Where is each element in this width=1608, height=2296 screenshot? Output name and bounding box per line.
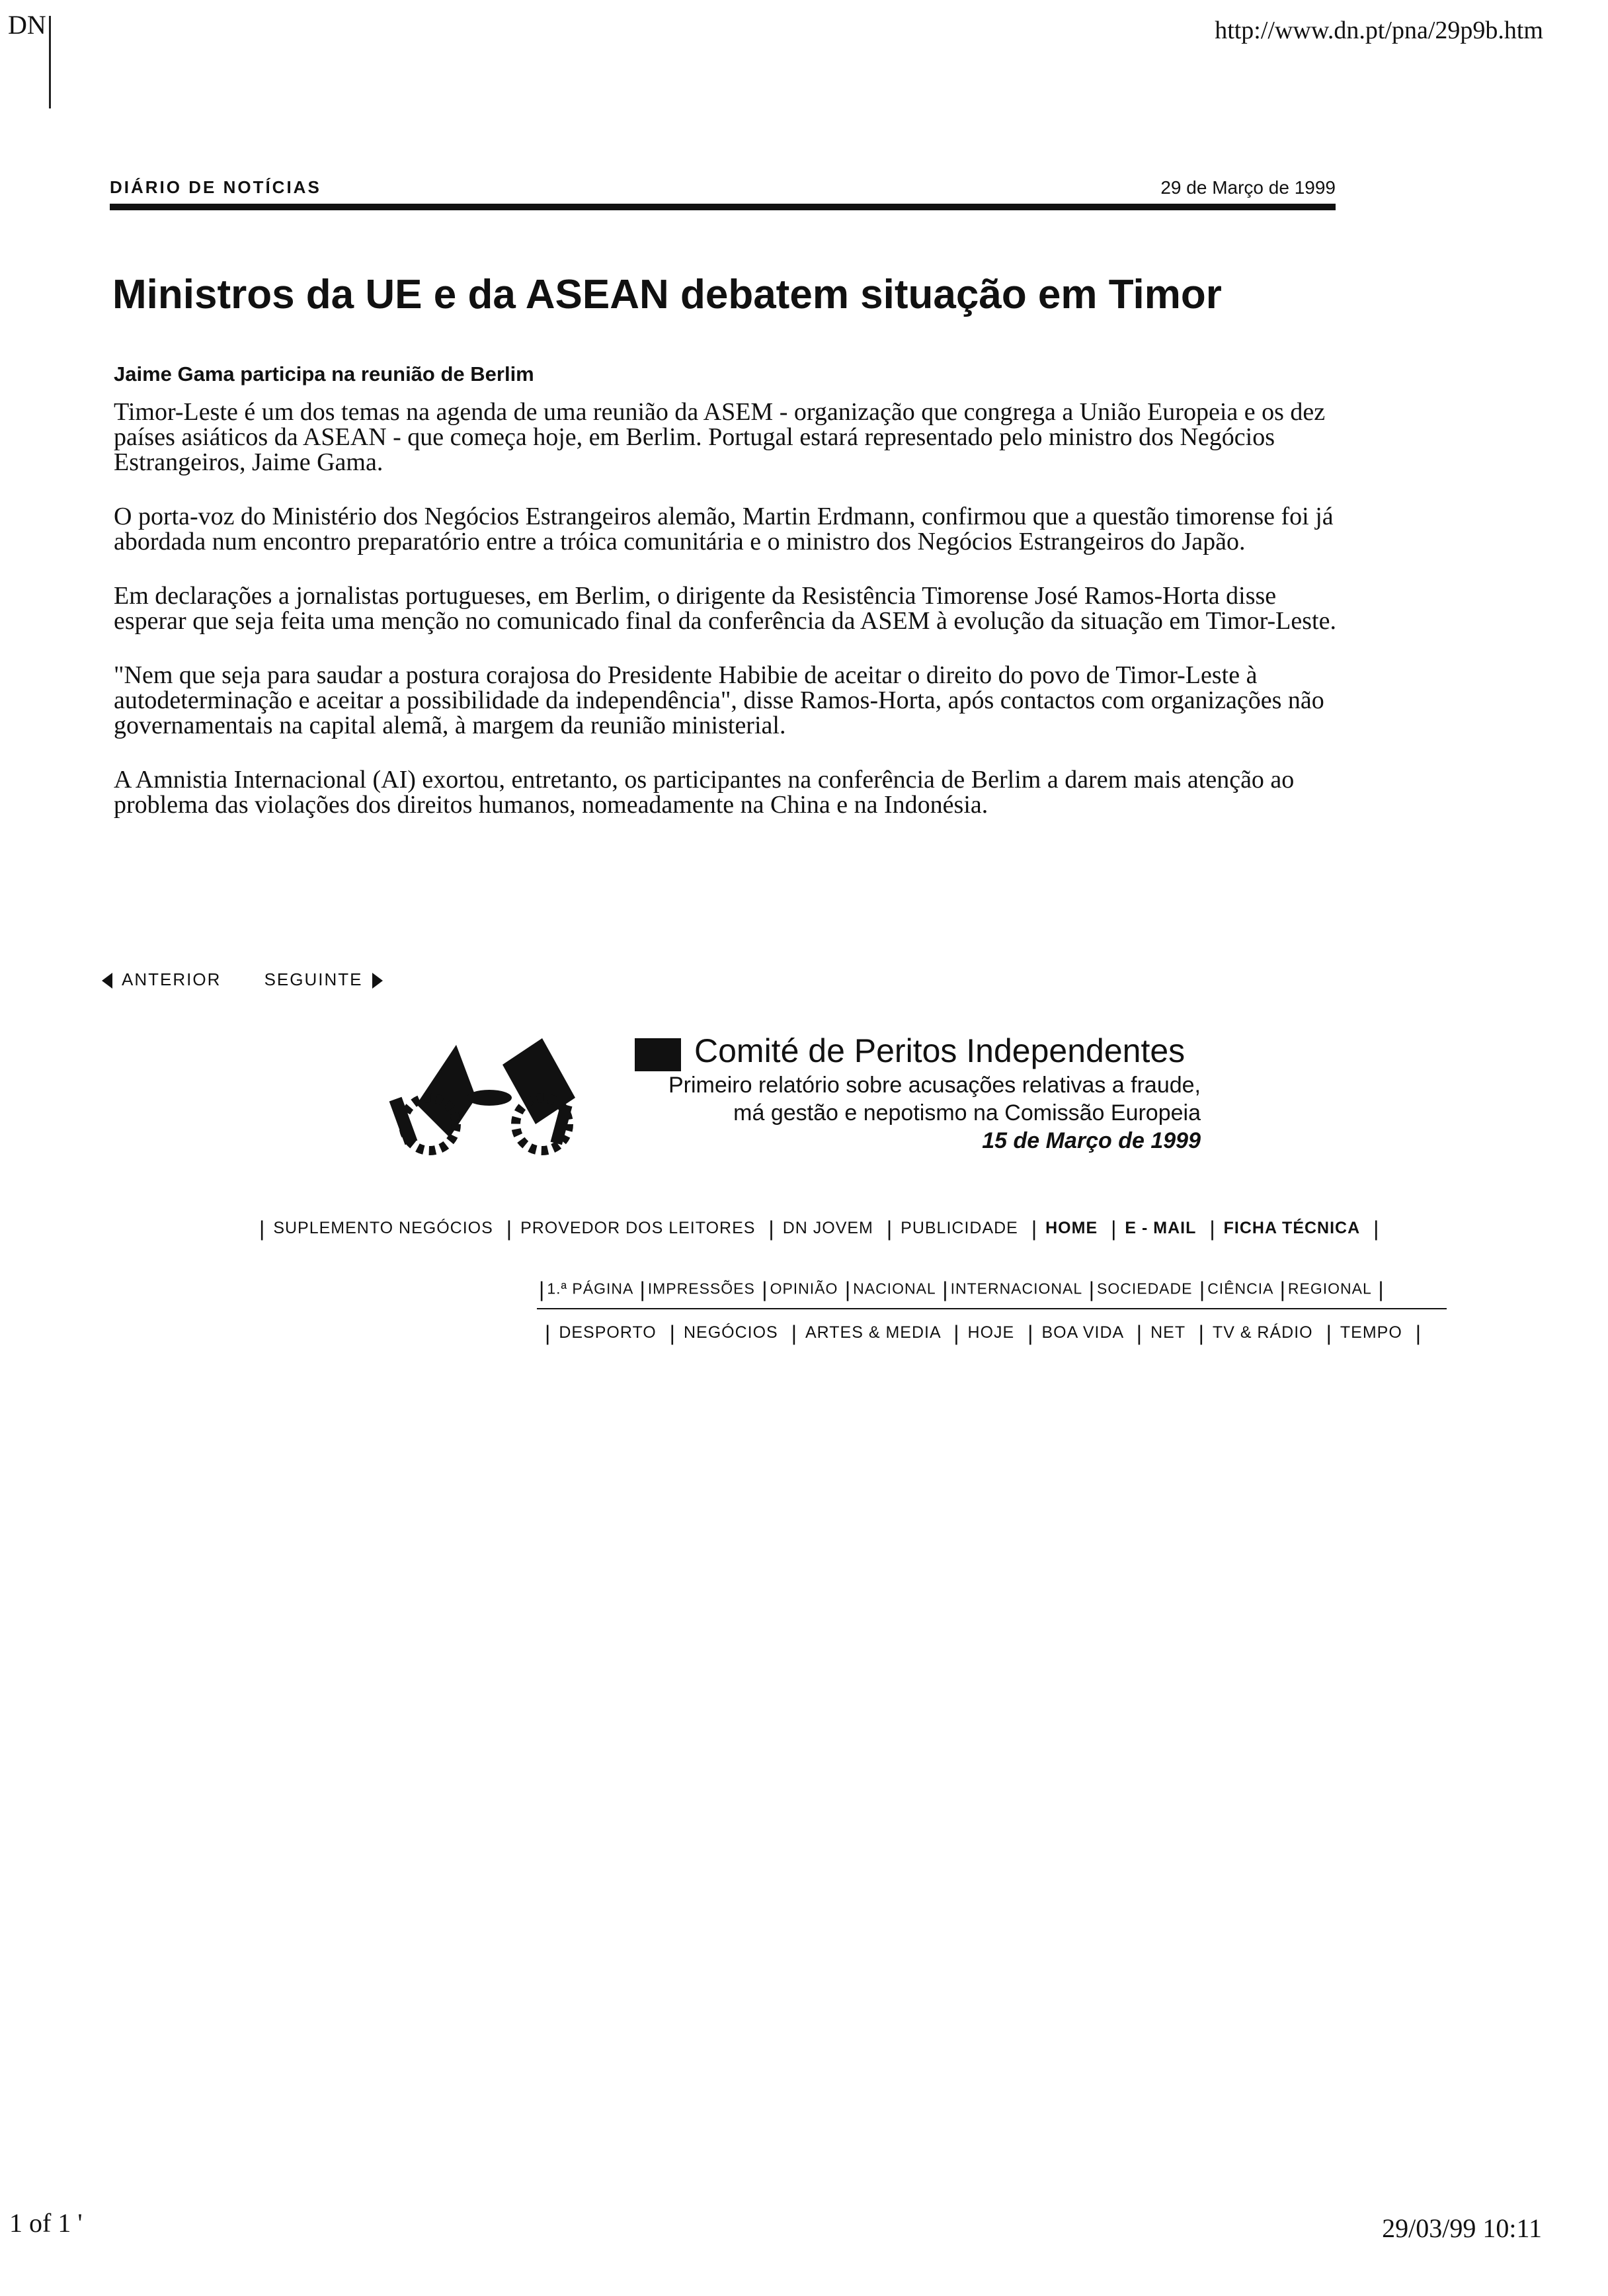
- nav-separator: |: [506, 1217, 513, 1241]
- previous-link[interactable]: [102, 969, 227, 989]
- nav-link-email[interactable]: E - MAIL: [1125, 1219, 1197, 1238]
- previous-label: ANTERIOR: [122, 969, 221, 989]
- nav-separator: |: [1031, 1217, 1038, 1241]
- nav-link-ficha-tecnica[interactable]: FICHA TÉCNICA: [1223, 1219, 1361, 1238]
- nav-link-publicidade[interactable]: PUBLICIDADE: [901, 1219, 1018, 1238]
- article-paragraph: O porta-voz do Ministério dos Negócios Estrangeiros alemão, Martin Erdmann, confirmou que a questão timorense foi já abordada num encontro preparatório entre a tróica comunitária e o ministro dos Negócios Estrangeiros do Japão.: [114, 503, 1334, 555]
- corner-label-text: DN: [8, 10, 46, 40]
- nav-link-primeira-pagina[interactable]: 1.ª PÁGINA: [547, 1280, 633, 1297]
- nav-separator: |: [545, 1321, 551, 1345]
- nav-separator: |: [1088, 1278, 1095, 1301]
- arrow-left-icon: [102, 973, 112, 989]
- print-timestamp: 29/03/99 10:11: [1382, 2213, 1542, 2243]
- nav-separator: |: [1198, 1321, 1205, 1345]
- banner-date: 15 de Março de 1999: [982, 1128, 1201, 1153]
- nav-separator: |: [791, 1321, 797, 1345]
- banner-line: Primeiro relatório sobre acusações relativas a fraude,: [668, 1073, 1201, 1098]
- footer-nav-sections-secondary: [537, 1321, 1429, 1346]
- footer-nav-divider: [537, 1308, 1447, 1309]
- nav-link-tv-radio[interactable]: TV & RÁDIO: [1212, 1323, 1313, 1342]
- corner-label: [8, 9, 46, 40]
- nav-separator: |: [942, 1278, 949, 1301]
- banner-artwork: [377, 1025, 588, 1177]
- nav-separator: |: [844, 1278, 852, 1301]
- nav-link-hoje[interactable]: HOJE: [967, 1323, 1015, 1342]
- nav-link-regional[interactable]: REGIONAL: [1287, 1280, 1371, 1297]
- masthead-rule: [110, 204, 1336, 210]
- nav-link-internacional[interactable]: INTERNACIONAL: [950, 1280, 1082, 1297]
- nav-separator: |: [886, 1217, 893, 1241]
- nav-separator: |: [1136, 1321, 1143, 1345]
- nav-link-tempo[interactable]: TEMPO: [1340, 1323, 1402, 1342]
- eu-flag-icon: [635, 1038, 681, 1071]
- footer-nav-primary: [251, 1217, 1387, 1241]
- nav-link-dn-jovem[interactable]: DN JOVEM: [782, 1219, 873, 1238]
- nav-link-desporto[interactable]: DESPORTO: [559, 1323, 657, 1342]
- banner-title: Comité de Peritos Independentes: [694, 1032, 1186, 1069]
- nav-link-suplemento-negocios[interactable]: SUPLEMENTO NEGÓCIOS: [273, 1219, 493, 1238]
- article-headline: Ministros da UE e da ASEAN debatem situação em Timor: [112, 272, 1222, 317]
- nav-link-net[interactable]: NET: [1150, 1323, 1186, 1342]
- article-subhead: Jaime Gama participa na reunião de Berlim: [114, 362, 534, 386]
- article-paragraph: "Nem que seja para saudar a postura corajosa do Presidente Habibie de aceitar o direito do povo de Timor-Leste à autodeterminação e aceitar a possibilidade da independência", disse Ramos-Horta, após contactos com organizações não governamentais na capital alemã, à margem da reunião ministerial.: [114, 661, 1324, 739]
- nav-link-nacional[interactable]: NACIONAL: [853, 1280, 936, 1297]
- arrow-right-icon: [372, 973, 383, 989]
- nav-link-home[interactable]: HOME: [1045, 1219, 1098, 1238]
- nav-separator: |: [762, 1278, 768, 1301]
- nav-link-opiniao[interactable]: OPINIÃO: [770, 1280, 838, 1297]
- nav-link-boa-vida[interactable]: BOA VIDA: [1041, 1323, 1123, 1342]
- nav-separator: |: [1279, 1278, 1286, 1301]
- nav-separator: |: [1209, 1217, 1216, 1241]
- nav-separator: |: [1326, 1321, 1332, 1345]
- nav-separator: |: [259, 1217, 266, 1241]
- next-link[interactable]: [264, 969, 383, 989]
- article-paragraph: A Amnistia Internacional (AI) exortou, entretanto, os participantes na conferência de Berlim a darem mais atenção ao problema das violações dos direitos humanos, nomeadamente na China e na Indonésia.: [114, 766, 1295, 819]
- next-label: SEGUINTE: [264, 969, 363, 989]
- article-body: [114, 399, 1344, 846]
- article-paragraph: Timor-Leste é um dos temas na agenda de uma reunião da ASEM - organização que congrega a União Europeia e os dez países asiáticos da ASEAN - que começa hoje, em Berlim. Portugal estará representado pelo ministro dos Negócios Estrangeiros, Jaime Gama.: [114, 398, 1326, 476]
- nav-link-impressoes[interactable]: IMPRESSÕES: [647, 1280, 755, 1297]
- article-paragraph: Em declarações a jornalistas portugueses, em Berlim, o dirigente da Resistência Timorense José Ramos-Horta disse esperar que seja feita uma menção no comunicado final da conferência da ASEM à evolução da situação em Timor-Leste.: [114, 582, 1336, 635]
- nav-separator: |: [1373, 1217, 1380, 1241]
- committee-banner[interactable]: [377, 1025, 1276, 1177]
- nav-separator: |: [953, 1321, 960, 1345]
- nav-separator: |: [669, 1321, 676, 1345]
- banner-line: má gestão e nepotismo na Comissão Europeia: [733, 1100, 1201, 1126]
- nav-separator: |: [1111, 1217, 1117, 1241]
- page-count: 1 of 1 ': [9, 2208, 83, 2238]
- nav-link-provedor-dos-leitores[interactable]: PROVEDOR DOS LEITORES: [520, 1219, 756, 1238]
- page-url: http://www.dn.pt/pna/29p9b.htm: [1215, 17, 1543, 44]
- nav-link-artes-media[interactable]: ARTES & MEDIA: [805, 1323, 941, 1342]
- nav-link-negocios[interactable]: NEGÓCIOS: [683, 1323, 778, 1342]
- nav-separator: |: [1378, 1278, 1385, 1301]
- nav-link-sociedade[interactable]: SOCIEDADE: [1097, 1280, 1193, 1297]
- nav-separator: |: [1027, 1321, 1034, 1345]
- masthead: [110, 177, 1336, 217]
- nav-separator: |: [768, 1217, 775, 1241]
- nav-separator: |: [639, 1278, 646, 1301]
- article-pager: [102, 969, 420, 990]
- nav-link-ciencia[interactable]: CIÊNCIA: [1207, 1280, 1273, 1297]
- nav-separator: |: [1199, 1278, 1206, 1301]
- brand-logo[interactable]: DIÁRIO DE NOTÍCIAS: [110, 177, 321, 197]
- footer-nav-sections: [537, 1278, 1387, 1302]
- nav-separator: |: [1415, 1321, 1422, 1345]
- nav-separator: |: [539, 1278, 545, 1301]
- margin-mark: [49, 16, 51, 108]
- issue-date: 29 de Março de 1999: [1160, 177, 1336, 198]
